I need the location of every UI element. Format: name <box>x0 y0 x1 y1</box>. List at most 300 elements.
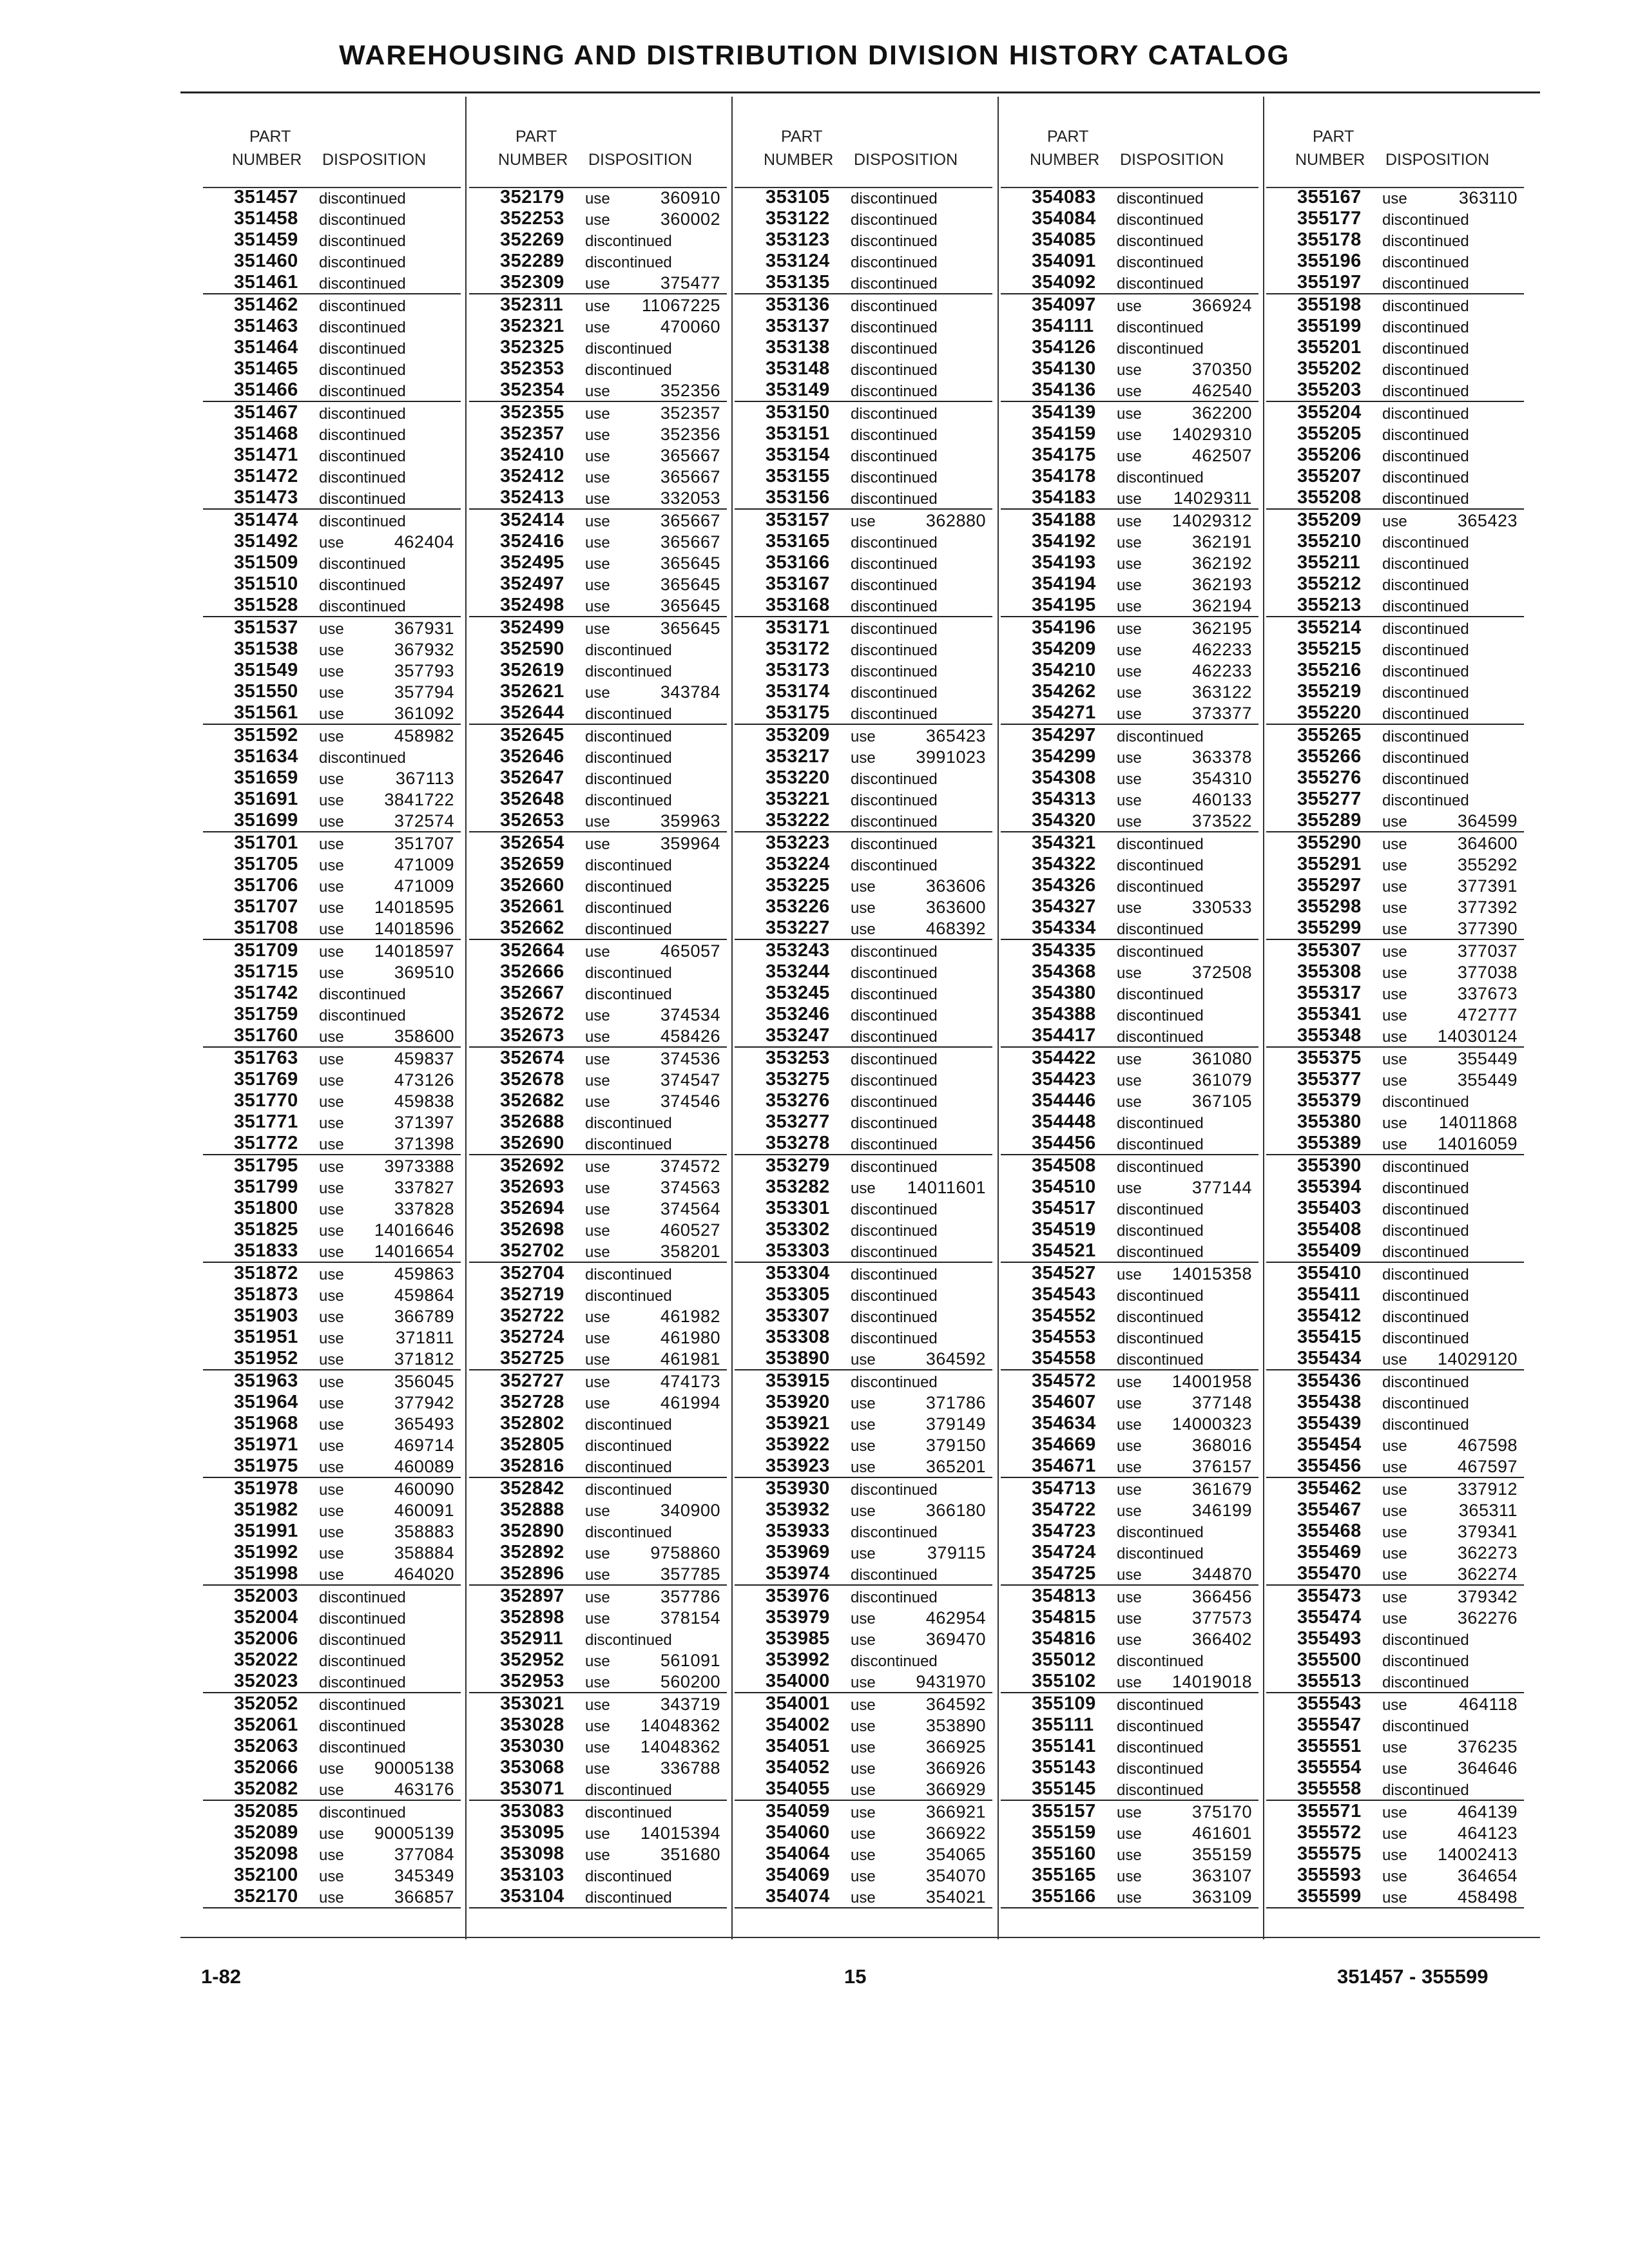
table-row <box>1266 617 1524 639</box>
table-row <box>1266 1757 1524 1778</box>
replacement-part-number: 352357 <box>660 403 720 423</box>
disposition: use <box>1382 1566 1407 1584</box>
table-row <box>735 1521 992 1542</box>
part-number: 353156 <box>766 487 830 508</box>
part-number: 353282 <box>766 1177 830 1197</box>
table-row <box>469 1865 727 1886</box>
replacement-part-number: 379149 <box>925 1414 986 1434</box>
header-number: NUMBER <box>764 151 834 169</box>
table-row <box>469 487 727 510</box>
part-number: 354723 <box>1032 1521 1096 1541</box>
disposition: discontinued <box>1382 642 1469 659</box>
part-number: 351903 <box>234 1305 298 1326</box>
table-row <box>1001 1392 1258 1413</box>
table-row <box>735 1177 992 1198</box>
part-number: 353976 <box>766 1586 830 1606</box>
disposition: discontinued <box>585 857 672 874</box>
disposition: discontinued <box>585 899 672 917</box>
replacement-part-number: 366180 <box>925 1501 986 1520</box>
replacement-part-number: 366926 <box>925 1758 986 1778</box>
table-row <box>1001 1434 1258 1456</box>
part-number: 352647 <box>500 767 564 788</box>
disposition: use <box>319 1051 344 1068</box>
disposition: use <box>319 1374 344 1391</box>
part-number: 352816 <box>500 1456 564 1476</box>
part-number: 352412 <box>500 466 564 486</box>
part-number: 354521 <box>1032 1240 1096 1261</box>
part-number: 351460 <box>234 251 298 271</box>
part-number: 351691 <box>234 789 298 809</box>
disposition: use <box>319 1566 344 1584</box>
replacement-part-number: 377942 <box>394 1393 454 1412</box>
replacement-part-number: 377037 <box>1457 941 1518 961</box>
replacement-part-number: 14001958 <box>1171 1372 1252 1391</box>
disposition: use <box>1117 813 1142 831</box>
disposition: discontinued <box>851 361 938 379</box>
catalog-column <box>1266 97 1524 1908</box>
disposition: use <box>1117 383 1142 400</box>
part-number: 355210 <box>1297 531 1362 552</box>
table-row <box>469 639 727 660</box>
disposition: discontinued <box>319 319 406 336</box>
table-row <box>469 272 727 294</box>
table-row <box>469 1563 727 1586</box>
table-row <box>469 251 727 272</box>
disposition: discontinued <box>319 1007 406 1024</box>
part-number: 353253 <box>766 1048 830 1068</box>
disposition: use <box>1117 361 1142 379</box>
disposition: use <box>585 1201 610 1218</box>
disposition: use <box>1117 663 1142 680</box>
table-row <box>203 1370 461 1392</box>
disposition: use <box>585 490 610 508</box>
disposition: use <box>1382 986 1407 1003</box>
table-row <box>1001 1736 1258 1757</box>
table-row <box>469 1649 727 1671</box>
disposition: use <box>585 1028 610 1046</box>
table-row <box>1001 617 1258 639</box>
part-number: 353922 <box>766 1434 830 1455</box>
part-number: 355408 <box>1297 1219 1362 1240</box>
part-number: 353150 <box>766 402 830 423</box>
replacement-part-number: 11067225 <box>641 296 720 315</box>
table-row <box>735 487 992 510</box>
part-number: 355462 <box>1297 1478 1362 1499</box>
disposition: use <box>319 836 344 853</box>
catalog-column <box>203 97 461 1908</box>
disposition: use <box>319 792 344 809</box>
replacement-part-number: 337912 <box>1457 1479 1518 1499</box>
part-number: 352725 <box>500 1348 564 1369</box>
table-row <box>469 402 727 423</box>
disposition: discontinued <box>319 513 406 530</box>
part-number: 353137 <box>766 316 830 336</box>
disposition: discontinued <box>319 190 406 207</box>
disposition: discontinued <box>1117 1007 1204 1024</box>
disposition: use <box>1382 1051 1407 1068</box>
disposition: discontinued <box>319 427 406 444</box>
table-row <box>1266 1521 1524 1542</box>
disposition: use <box>319 1825 344 1843</box>
replacement-part-number: 3841722 <box>384 790 454 809</box>
replacement-part-number: 372508 <box>1191 963 1252 982</box>
replacement-part-number: 460091 <box>394 1501 454 1520</box>
part-number: 352499 <box>500 617 564 638</box>
disposition: discontinued <box>319 448 406 465</box>
disposition: use <box>585 1309 610 1326</box>
column-divider <box>1263 97 1264 1939</box>
disposition: use <box>319 921 344 938</box>
table-row <box>1001 702 1258 725</box>
part-number: 353246 <box>766 1004 830 1024</box>
table-row <box>1001 1607 1258 1628</box>
table-row <box>469 1133 727 1155</box>
replacement-part-number: 361092 <box>394 704 454 723</box>
replacement-part-number: 365645 <box>660 619 720 638</box>
table-row <box>469 1843 727 1865</box>
part-number: 355571 <box>1297 1801 1362 1821</box>
part-number: 353969 <box>766 1542 830 1562</box>
disposition: discontinued <box>851 857 938 874</box>
disposition: discontinued <box>1382 319 1469 336</box>
part-number: 355109 <box>1032 1693 1096 1714</box>
disposition: discontinued <box>851 813 938 831</box>
disposition: discontinued <box>319 275 406 293</box>
table-row <box>1001 1004 1258 1025</box>
replacement-part-number: 379342 <box>1457 1587 1518 1606</box>
table-row <box>203 1198 461 1219</box>
table-row <box>735 1478 992 1499</box>
table-row <box>735 187 992 208</box>
disposition: use <box>319 1330 344 1347</box>
table-row <box>735 423 992 445</box>
table-row <box>735 1090 992 1111</box>
disposition: use <box>851 1782 876 1799</box>
table-row <box>469 380 727 402</box>
disposition: discontinued <box>319 490 406 508</box>
table-row <box>1266 1478 1524 1499</box>
part-number: 351473 <box>234 487 298 508</box>
table-row <box>203 1456 461 1478</box>
table-row <box>203 746 461 767</box>
table-row <box>203 1413 461 1434</box>
part-number: 353166 <box>766 552 830 573</box>
part-number: 354055 <box>766 1778 830 1799</box>
part-number: 353220 <box>766 767 830 788</box>
disposition: discontinued <box>585 878 672 896</box>
table-row <box>1266 1305 1524 1327</box>
replacement-part-number: 3973388 <box>384 1157 454 1176</box>
table-row <box>469 1822 727 1843</box>
part-number: 355276 <box>1297 767 1362 788</box>
disposition: use <box>1382 1739 1407 1756</box>
disposition: discontinued <box>851 490 938 508</box>
replacement-part-number: 355449 <box>1457 1049 1518 1068</box>
replacement-part-number: 462404 <box>394 532 454 552</box>
table-row <box>1266 1263 1524 1284</box>
replacement-part-number: 90005139 <box>374 1823 454 1843</box>
table-row <box>1001 725 1258 746</box>
disposition: use <box>585 298 610 315</box>
part-number: 353135 <box>766 272 830 293</box>
part-number: 352355 <box>500 402 564 423</box>
part-number: 353277 <box>766 1111 830 1132</box>
disposition: use <box>1382 1760 1407 1778</box>
replacement-part-number: 14015358 <box>1171 1264 1252 1283</box>
replacement-part-number: 366924 <box>1191 296 1252 315</box>
table-row <box>469 1284 727 1305</box>
disposition: use <box>319 1395 344 1412</box>
disposition: use <box>585 1674 610 1691</box>
part-number: 354322 <box>1032 854 1096 874</box>
part-number: 351952 <box>234 1348 298 1369</box>
replacement-part-number: 14029310 <box>1171 425 1252 444</box>
part-number: 355199 <box>1297 316 1362 336</box>
table-row <box>1266 1886 1524 1908</box>
disposition: use <box>1117 1674 1142 1691</box>
disposition: discontinued <box>1382 620 1469 638</box>
table-row <box>1001 208 1258 229</box>
replacement-part-number: 365667 <box>660 446 720 465</box>
table-row <box>469 423 727 445</box>
part-number: 353307 <box>766 1305 830 1326</box>
part-number: 354188 <box>1032 510 1096 530</box>
part-number: 351772 <box>234 1133 298 1153</box>
replacement-part-number: 374564 <box>660 1199 720 1218</box>
replacement-part-number: 354021 <box>925 1887 986 1907</box>
disposition: discontinued <box>585 728 672 745</box>
part-number: 353279 <box>766 1155 830 1176</box>
part-number: 354139 <box>1032 402 1096 423</box>
disposition: use <box>319 1028 344 1046</box>
table-row <box>203 1843 461 1865</box>
disposition: discontinued <box>1117 1222 1204 1240</box>
table-row <box>1001 358 1258 380</box>
part-number: 355220 <box>1297 702 1362 723</box>
disposition: discontinued <box>585 340 672 358</box>
disposition: use <box>585 1395 610 1412</box>
part-number: 354326 <box>1032 875 1096 896</box>
part-number: 355341 <box>1297 1004 1362 1024</box>
table-row <box>1266 187 1524 208</box>
part-number: 355201 <box>1297 337 1362 358</box>
table-row <box>1266 1649 1524 1671</box>
part-number: 355308 <box>1297 961 1362 982</box>
table-row <box>1001 1133 1258 1155</box>
column-header <box>1266 97 1524 187</box>
disposition: use <box>585 534 610 552</box>
disposition: use <box>585 1760 610 1778</box>
catalog-column <box>735 97 992 1908</box>
disposition: discontinued <box>585 254 672 271</box>
replacement-part-number: 358884 <box>394 1543 454 1562</box>
table-row <box>735 531 992 552</box>
part-number: 352673 <box>500 1025 564 1046</box>
replacement-part-number: 345349 <box>394 1866 454 1885</box>
disposition: discontinued <box>1382 1244 1469 1261</box>
header-part: PART <box>781 128 823 146</box>
table-row <box>469 1628 727 1649</box>
table-row <box>203 510 461 531</box>
disposition: discontinued <box>851 642 938 659</box>
disposition: discontinued <box>851 706 938 723</box>
table-row <box>735 1865 992 1886</box>
part-number: 355299 <box>1297 918 1362 938</box>
disposition: discontinued <box>851 663 938 680</box>
table-row <box>203 1693 461 1715</box>
disposition: discontinued <box>1382 534 1469 552</box>
part-number: 351492 <box>234 531 298 552</box>
disposition: use <box>1117 490 1142 508</box>
replacement-part-number: 367931 <box>394 619 454 638</box>
table-row <box>203 1671 461 1693</box>
replacement-part-number: 468392 <box>925 919 986 938</box>
table-row <box>203 316 461 337</box>
part-number: 353157 <box>766 510 830 530</box>
replacement-part-number: 340900 <box>660 1501 720 1520</box>
disposition: use <box>1382 1007 1407 1024</box>
disposition: use <box>319 663 344 680</box>
table-row <box>1001 1240 1258 1263</box>
disposition: discontinued <box>1117 943 1204 961</box>
table-row <box>469 1671 727 1693</box>
replacement-part-number: 364592 <box>925 1695 986 1714</box>
table-row <box>1266 487 1524 510</box>
part-number: 355438 <box>1297 1392 1362 1412</box>
disposition: use <box>585 1330 610 1347</box>
disposition: discontinued <box>1117 1201 1204 1218</box>
part-number: 352702 <box>500 1240 564 1261</box>
table-row <box>469 1434 727 1456</box>
disposition: use <box>1117 1374 1142 1391</box>
table-row <box>1001 832 1258 854</box>
part-number: 351474 <box>234 510 298 530</box>
table-row <box>735 316 992 337</box>
table-row <box>1001 940 1258 961</box>
disposition: use <box>319 1266 344 1283</box>
disposition: use <box>1382 1696 1407 1714</box>
disposition: discontinued <box>1382 555 1469 573</box>
table-row <box>1001 595 1258 617</box>
table-row <box>469 1521 727 1542</box>
disposition: use <box>319 899 344 917</box>
disposition: use <box>1382 1437 1407 1455</box>
replacement-part-number: 363109 <box>1191 1887 1252 1907</box>
part-number: 352269 <box>500 229 564 250</box>
table-row <box>735 1563 992 1586</box>
replacement-part-number: 14016059 <box>1437 1134 1518 1153</box>
disposition: use <box>319 1847 344 1864</box>
part-number: 355412 <box>1297 1305 1362 1326</box>
replacement-part-number: 377148 <box>1191 1393 1252 1412</box>
disposition: use <box>1382 1028 1407 1046</box>
part-number: 352704 <box>500 1263 564 1283</box>
disposition: use <box>319 1201 344 1218</box>
disposition: discontinued <box>1382 1374 1469 1391</box>
disposition: use <box>319 1222 344 1240</box>
table-row <box>735 1025 992 1048</box>
disposition: use <box>319 1760 344 1778</box>
part-number: 353172 <box>766 639 830 659</box>
replacement-part-number: 354065 <box>925 1845 986 1864</box>
disposition: use <box>585 813 610 831</box>
disposition: discontinued <box>851 448 938 465</box>
replacement-part-number: 458426 <box>660 1026 720 1046</box>
disposition: discontinued <box>851 1136 938 1153</box>
disposition: discontinued <box>319 1589 406 1606</box>
disposition: discontinued <box>851 1007 938 1024</box>
part-number: 351715 <box>234 961 298 982</box>
table-row <box>1266 1284 1524 1305</box>
disposition: discontinued <box>585 1266 672 1283</box>
part-number: 355554 <box>1297 1757 1362 1778</box>
part-number: 354634 <box>1032 1413 1096 1434</box>
disposition: discontinued <box>851 469 938 486</box>
disposition: discontinued <box>1382 405 1469 423</box>
part-number: 353244 <box>766 961 830 982</box>
table-row <box>1001 510 1258 531</box>
part-number: 352659 <box>500 854 564 874</box>
part-number: 353021 <box>500 1693 564 1714</box>
table-row <box>1001 1090 1258 1111</box>
table-row <box>203 810 461 832</box>
part-number: 353217 <box>766 746 830 767</box>
table-row <box>469 510 727 531</box>
disposition: use <box>585 1653 610 1670</box>
disposition: use <box>585 1374 610 1391</box>
part-number: 355474 <box>1297 1607 1362 1628</box>
disposition: discontinued <box>851 1201 938 1218</box>
table-row <box>203 1478 461 1499</box>
disposition: use <box>1117 405 1142 423</box>
part-number: 353123 <box>766 229 830 250</box>
disposition: discontinued <box>585 1416 672 1434</box>
replacement-part-number: 337673 <box>1457 984 1518 1003</box>
column-header <box>1001 97 1258 187</box>
part-number: 351561 <box>234 702 298 723</box>
table-row <box>1001 1563 1258 1586</box>
table-row <box>1266 1865 1524 1886</box>
table-row <box>203 1736 461 1757</box>
disposition: use <box>585 684 610 702</box>
replacement-part-number: 561091 <box>660 1651 720 1670</box>
table-row <box>1266 1778 1524 1801</box>
part-number: 355389 <box>1297 1133 1362 1153</box>
table-row <box>203 1521 461 1542</box>
replacement-part-number: 357793 <box>394 661 454 680</box>
part-number: 355543 <box>1297 1693 1362 1714</box>
part-number: 354183 <box>1032 487 1096 508</box>
table-row <box>203 294 461 316</box>
disposition: discontinued <box>1117 1718 1204 1735</box>
table-row <box>1266 1671 1524 1693</box>
replacement-part-number: 14011601 <box>907 1178 986 1197</box>
disposition: use <box>1382 1481 1407 1499</box>
table-row <box>203 639 461 660</box>
header-part: PART <box>516 128 557 146</box>
disposition: use <box>585 469 610 486</box>
part-number: 355572 <box>1297 1822 1362 1843</box>
disposition: discontinued <box>585 1631 672 1649</box>
table-row <box>203 595 461 617</box>
replacement-part-number: 470060 <box>660 317 720 336</box>
table-row <box>735 702 992 725</box>
table-row <box>469 445 727 466</box>
part-number: 351706 <box>234 875 298 896</box>
table-row <box>1001 251 1258 272</box>
table-row <box>469 961 727 983</box>
part-number: 354446 <box>1032 1090 1096 1111</box>
